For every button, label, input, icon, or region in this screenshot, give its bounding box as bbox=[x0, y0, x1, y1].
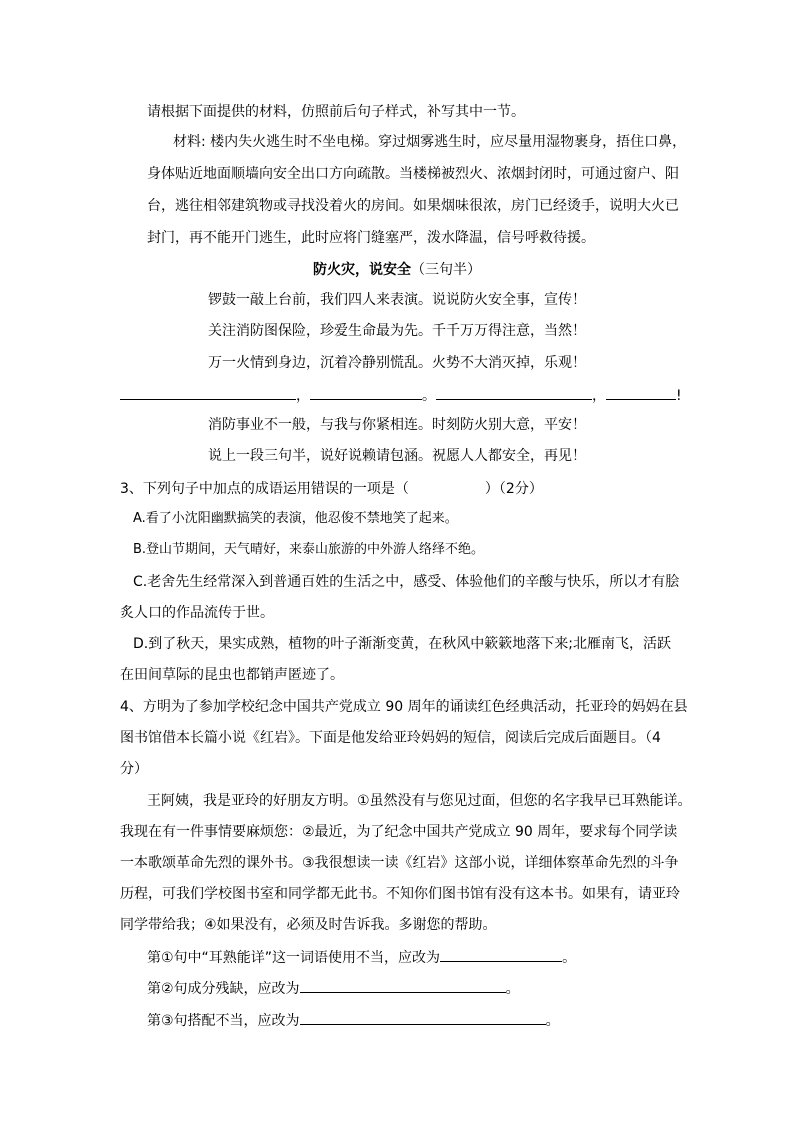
message-line: 历程，可我们学校图书室和同学都无此书。不知你们图书馆有没有这本书。如果有，请亚玲 bbox=[120, 886, 680, 902]
message-line: 同学带给我；④如果没有，必须及时告诉我。多谢您的帮助。 bbox=[120, 917, 497, 933]
message-line: 一本歌颂革命先烈的课外书。③我很想读一读《红岩》这部小说，详细体察革命先烈的斗争 bbox=[120, 855, 679, 871]
poem-line: 关注消防图保险，珍爱生命最为先。千千万万得注意，当然！ bbox=[208, 323, 586, 339]
answer-blank[interactable] bbox=[300, 1010, 546, 1025]
option-d: D.到了秋天，果实成熟，植物的叶子渐渐变黄，在秋风中簌簌地落下来;北雁南飞，活跃 bbox=[133, 636, 671, 652]
option-d-continued: 在田间草际的昆虫也都销声匿迹了。 bbox=[120, 667, 344, 683]
punctuation: ， bbox=[296, 388, 310, 404]
answer-prompt: 第①句中“耳熟能详”这一词语使用不当，应改为 bbox=[147, 950, 441, 966]
question-3-score: ）（2分） bbox=[484, 481, 543, 497]
answer-prompt: 第③句搭配不当，应改为 bbox=[147, 1013, 300, 1029]
question-4-stem: 图书馆借本长篇小说《红岩》。下面是他发给亚玲妈妈的短信，阅读后完成后面题目。（4 bbox=[120, 730, 661, 746]
answer-line-2 bbox=[147, 978, 520, 998]
instruction-text: 请根据下面提供的材料，仿照前后句子样式，补写其中一节。 bbox=[147, 104, 525, 120]
question-3-text: 3、下列句子中加点的成语运用错误的一项是（ bbox=[120, 481, 409, 497]
poem-title-note: （三句半） bbox=[411, 262, 481, 278]
punctuation: 。 bbox=[505, 981, 520, 997]
answer-line-1 bbox=[147, 947, 576, 967]
punctuation: ， bbox=[592, 388, 606, 404]
answer-blank[interactable] bbox=[409, 479, 485, 493]
question-4-stem: 4、方明为了参加学校纪念中国共产党成立 90 周年的诵读红色经典活动，托亚玲的妈妈在县 bbox=[120, 699, 688, 715]
poem-line: 锣鼓一敲上台前，我们四人来表演。说说防火安全事，宣传！ bbox=[208, 292, 586, 308]
answer-blank[interactable] bbox=[310, 385, 422, 400]
answer-blank[interactable] bbox=[440, 947, 562, 962]
question-4-stem: 分） bbox=[120, 761, 148, 777]
punctuation: 。 bbox=[562, 950, 577, 966]
answer-blank[interactable] bbox=[120, 385, 296, 400]
punctuation: 。 bbox=[422, 388, 436, 404]
option-a: A.看了小沈阳幽默搞笑的表演，他忍俊不禁地笑了起来。 bbox=[133, 511, 458, 526]
message-line: 我现在有一件事情要麻烦您：②最近，为了纪念中国共产党成立 90 周年，要求每个同学读 bbox=[120, 824, 678, 840]
option-b: B.登山节期间，天气晴好，来泰山旅游的中外游人络绎不绝。 bbox=[133, 542, 485, 557]
punctuation: 。 bbox=[545, 1013, 560, 1029]
answer-blank[interactable] bbox=[300, 978, 506, 993]
punctuation: ! bbox=[676, 388, 682, 404]
poem-fill-line bbox=[120, 385, 682, 405]
poem-line: 万一火情到身边，沉着冷静别慌乱。火势不大消灭掉，乐观！ bbox=[208, 355, 586, 371]
poem-title bbox=[0, 261, 794, 279]
option-c: C.老舍先生经常深入到普通百姓的生活之中，感受、体验他们的辛酸与快乐，所以才有脍 bbox=[133, 574, 680, 590]
material-line: 身体贴近地面顺墙向安全出口方向疏散。当楼梯被烈火、浓烟封闭时，可通过窗户、阳 bbox=[147, 166, 679, 182]
poem-title-main: 防火灾，说安全 bbox=[313, 262, 411, 278]
material-line: 封门，再不能开门逃生，此时应将门缝塞严，泼水降温，信号呼救待援。 bbox=[147, 230, 595, 246]
material-line: 材料: 楼内失火逃生时不坐电梯。穿过烟雾逃生时，应尽量用湿物裹身，捂住口鼻， bbox=[173, 134, 687, 150]
answer-blank[interactable] bbox=[606, 385, 676, 400]
answer-line-3 bbox=[147, 1010, 560, 1030]
material-line: 台，逃往相邻建筑物或寻找没着火的房间。如果烟味很浓，房门已经烫手，说明大火已 bbox=[147, 198, 679, 214]
poem-line: 说上一段三句半，说好说赖请包涵。祝愿人人都安全，再见！ bbox=[208, 448, 586, 464]
message-line: 王阿姨，我是亚玲的好朋友方明。①虽然没有与您见过面，但您的名字我早已耳熟能详。 bbox=[147, 793, 692, 809]
answer-blank[interactable] bbox=[436, 385, 592, 400]
poem-line: 消防事业不一般，与我与你紧相连。时刻防火别大意，平安！ bbox=[208, 417, 586, 433]
option-c-continued: 炙人口的作品流传于世。 bbox=[120, 605, 274, 621]
answer-prompt: 第②句成分残缺，应改为 bbox=[147, 981, 300, 997]
question-3-stem bbox=[120, 479, 543, 498]
